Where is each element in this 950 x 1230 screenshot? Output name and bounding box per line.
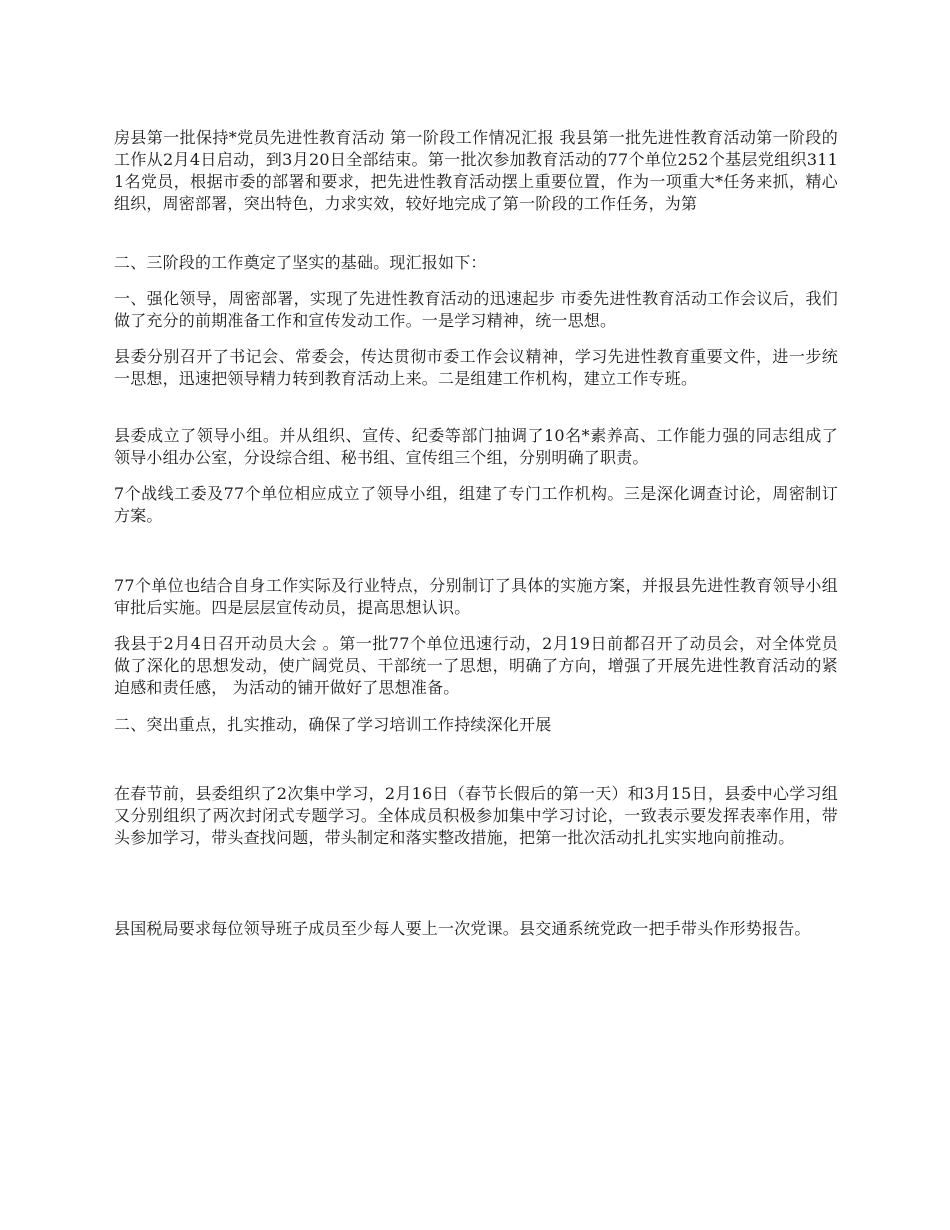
paragraph-intro: 房县第一批保持*党员先进性教育活动 第一阶段工作情况汇报 我县第一批先进性教育活动第一阶段的工作从2月4日启动，到3月20日全部结束。第一批次参加教育活动的77个单位252个基层党组织3111名党员，根据市委的部署和要求，把先进性教育活动摆上重要位置，作为一项重大*任务来抓，精心组织，周密部署，突出特色，力求实效，较好地完成了第一阶段的工作任务，为第 <box>114 128 838 213</box>
paragraph-county-meetings: 县委分别召开了书记会、常委会，传达贯彻市委工作会议精神，学习先进性教育重要文件，进一步统一思想，迅速把领导精力转到教育活动上来。二是组建工作机构，建立工作专班。 <box>114 347 838 388</box>
paragraph-mobilization: 我县于2月4日召开动员大会 。第一批77个单位迅速行动，2月19日前都召开了动员会，对全体党员做了深化的思想发动，使广阔党员、干部统一了思想，明确了方向，增强了开展先进性教育活动的紧迫感和责任感， 为活动的铺开做好了思想准备。 <box>114 634 838 697</box>
paragraph-study-sessions: 在春节前，县委组织了2次集中学习，2月16日（春节长假后的第一天）和3月15日，县委中心学习组又分别组织了两次封闭式专题学习。全体成员积极参加集中学习讨论，一致表示要发挥表率作用，带头参加学习，带头查找问题，带头制定和落实整改措施，把第一批次活动扎扎实实地向前推动。 <box>114 784 838 847</box>
paragraph-section-one: 一、强化领导，周密部署，实现了先进性教育活动的迅速起步 市委先进性教育活动工作会议后，我们做了充分的前期准备工作和宣传发动工作。一是学习精神，统一思想。 <box>114 289 838 330</box>
paragraph-implementation-plans: 77个单位也结合自身工作实际及行业特点，分别制订了具体的实施方案，并报县先进性教育领导小组审批后实施。四是层层宣传动员，提高思想认识。 <box>114 576 838 617</box>
paragraph-leading-group: 县委成立了领导小组。并从组织、宣传、纪委等部门抽调了10名*素养高、工作能力强的同志组成了领导小组办公室，分设综合组、秘书组、宣传组三个组，分别明确了职责。 <box>114 426 838 467</box>
paragraph-work-committees: 7个战线工委及77个单位相应成立了领导小组，组建了专门工作机构。三是深化调查讨论，周密制订方案。 <box>114 484 838 525</box>
paragraph-section-two: 二、突出重点，扎实推动，确保了学习培训工作持续深化开展 <box>114 715 552 734</box>
paragraph-continuation: 二、三阶段的工作奠定了坚实的基础。现汇报如下： <box>114 253 487 272</box>
paragraph-party-lectures: 县国税局要求每位领导班子成员至少每人要上一次党课。县交通系统党政一把手带头作形势报告。 <box>114 919 811 938</box>
